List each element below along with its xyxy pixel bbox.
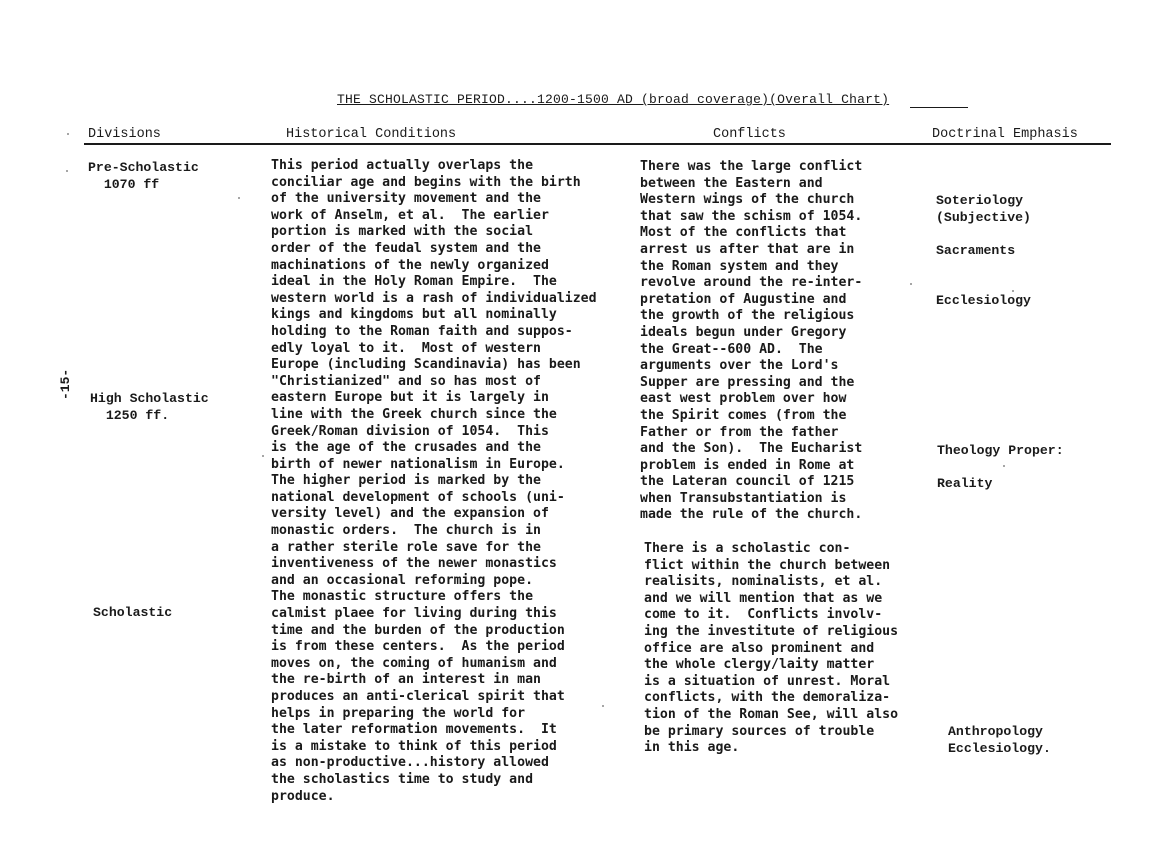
division-high-scholastic: High Scholastic 1250 ff.: [90, 391, 209, 423]
scan-speck: [66, 170, 68, 172]
scan-speck: [910, 283, 912, 285]
scan-speck: [262, 455, 264, 457]
doctrine-theology-proper: Theology Proper:: [937, 443, 1064, 458]
header-historical-conditions: Historical Conditions: [286, 127, 457, 142]
page-title: THE SCHOLASTIC PERIOD....1200-1500 AD (broad coverage)(Overall Chart): [337, 92, 890, 107]
header-conflicts: Conflicts: [713, 127, 786, 142]
doctrine-anthropology: Anthropology Ecclesiology.: [948, 724, 1051, 756]
scan-speck: [67, 133, 69, 135]
conflicts-text-2: There is a scholastic con- flict within the church between realisits, nominalists, et al. and we will mention that as we come to it. Conflicts involv- ing the investitute of religious office are also prominent and the whole clergy/laity matter is a situation of unrest. Moral conflicts, with the demoraliza- tion of the Roman See, will also be primary sources of trouble in this age.: [644, 541, 899, 756]
doctrine-ecclesiology: Ecclesiology: [936, 293, 1031, 308]
title-underline: [910, 107, 968, 108]
conflicts-text-1: There was the large conflict between the Eastern and Western wings of the church that saw the schism of 1054. Most of the conflicts that arrest us after that are in the Roman system and they revolve around the re-inter- pretation of Augustine and the growth of the religious ideals begun under Gregory the Great--600 AD. The arguments over the Lord's Supper are pressing and the east west problem over how the Spirit comes (from the Father or from the father and the Son). The Eucharist problem is ended in Rome at the Lateran council of 1215 when Transubstantiation is made the rule of the church.: [640, 159, 863, 523]
scan-speck: [602, 705, 604, 707]
header-rule: [84, 143, 1111, 145]
header-doctrinal-emphasis: Doctrinal Emphasis: [932, 127, 1078, 142]
scan-speck: [1003, 465, 1005, 467]
scan-speck: [1012, 290, 1014, 292]
scan-speck: [238, 197, 240, 199]
historical-conditions-text: This period actually overlaps the conciliar age and begins with the birth of the university movement and the work of Anselm, et al. The earlier portion is marked with the social order of the feudal system and the machinations of the newly organized ideal in the Holy Roman Empire. The western world is a rash of individualized kings and kingdoms but all nominally holding to the Roman faith and suppos- edly loyal to it. Most of western Europe (including Scandinavia) has been "Christianized" and so has most of eastern Europe but it is largely in line with the Greek church since the Greek/Roman division of 1054. This is the age of the crusades and the birth of newer nationalism in Europe. The higher period is marked by the national development of schools (uni- versity level) and the expansion of monastic orders. The church is in a rather sterile role save for the inventiveness of the newer monastics and an occasional reforming pope. The monastic structure offers the calmist plaee for living during this time and the burden of the production is from these centers. As the period moves on, the coming of humanism and the re-birth of an interest in man produces an anti-clerical spirit that helps in preparing the world for the later reformation movements. It is a mistake to think of this period as non-productive...history allowed the scholastics time to study and produce.: [271, 158, 597, 804]
doctrine-reality: Reality: [937, 476, 993, 491]
doctrine-sacraments: Sacraments: [936, 243, 1016, 258]
doctrine-soteriology: Soteriology (Subjective): [936, 193, 1031, 225]
header-divisions: Divisions: [88, 127, 161, 142]
page-number: -15-: [58, 368, 73, 400]
division-pre-scholastic: Pre-Scholastic 1070 ff: [88, 160, 199, 192]
division-scholastic: Scholastic: [93, 605, 173, 620]
